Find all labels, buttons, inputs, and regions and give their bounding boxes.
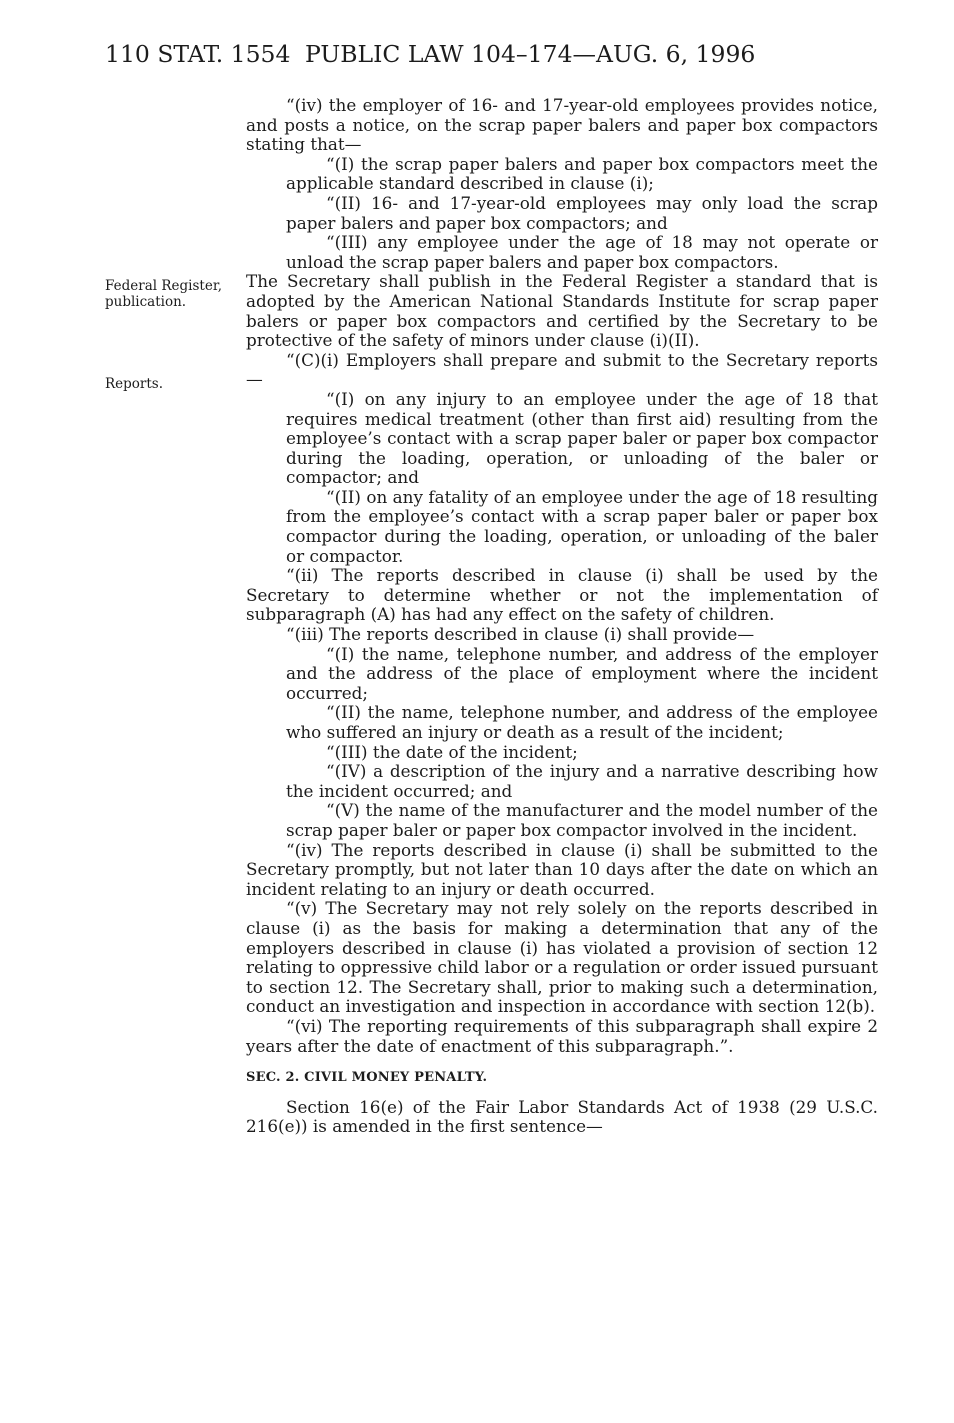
public-law-title: PUBLIC LAW 104–174—AUG. 6, 1996: [305, 40, 756, 68]
subclause-V-manufacturer: “(V) the name of the manufacturer and the model number of the scrap paper baler or paper box compactor involved in the incident.: [286, 800, 878, 840]
clause-iv: “(iv) the employer of 16- and 17-year-old employees provides notice, and posts a notice, on the scrap paper balers and paper box compactors stating that—: [246, 95, 878, 155]
statute-page-number: 110 STAT. 1554: [105, 40, 291, 68]
clause-iv-timing: “(iv) The reports described in clause (i) shall be submitted to the Secretary promptly, but not later than 10 days after the date on which an incident relating to an injury or death occurred.: [246, 839, 878, 899]
subclause-III-date: “(III) the date of the incident;: [326, 741, 578, 762]
law-body: [246, 96, 878, 1137]
subclause-III: “(III) any employee under the age of 18 may not operate or unload the scrap paper balers and paper box compactors.: [286, 232, 878, 272]
subclause-II: “(II) 16- and 17-year-old employees may only load the scrap paper balers and paper box compactors; and: [286, 192, 878, 233]
margin-note-reports: Reports.: [105, 376, 164, 392]
page-header: [105, 40, 885, 76]
paragraph-C-i: “(C)(i) Employers shall prepare and submit to the Secretary reports—: [246, 349, 878, 390]
subclause-II-fatality: “(II) on any fatality of an employee under the age of 18 resulting from the employee’s contact with a scrap paper baler or paper box compactor during the loading, operation, or unloading of the baler or compactor.: [286, 486, 878, 566]
clause-ii: “(ii) The reports described in clause (i) shall be used by the Secretary to determine whether or not the implementation of subparagraph (A) has had any effect on the safety of children.: [246, 565, 878, 625]
margin-note-federal-register: Federal Register, publication.: [105, 278, 223, 310]
subclause-I-injury: “(I) on any injury to an employee under the age of 18 that requires medical treatment (other than first aid) resulting from the employee’s contact with a scrap paper baler or paper box compactor during the loading, operation, or unloading of the baler or compactor; and: [286, 388, 878, 488]
section-heading: SEC. 2. CIVIL MONEY PENALTY.: [246, 1070, 488, 1086]
subclause-I: “(I) the scrap paper balers and paper box compactors meet the applicable standard described in clause (i);: [286, 153, 878, 194]
subclause-I-employer: “(I) the name, telephone number, and address of the employer and the address of the place of employment where the incident occurred;: [286, 643, 878, 703]
section-2-text: Section 16(e) of the Fair Labor Standards Act of 1938 (29 U.S.C. 216(e)) is amended in the first sentence—: [246, 1096, 878, 1137]
clause-iii: “(iii) The reports described in clause (i) shall provide—: [286, 624, 755, 645]
subclause-IV-description: “(IV) a description of the injury and a narrative describing how the incident occurred; and: [286, 761, 878, 801]
clause-v: “(v) The Secretary may not rely solely on the reports described in clause (i) as the basis for making a determination that any of the employers described in clause (i) has violated a provision of section 12 relating to oppressive child labor or a regulation or order issued pursuant to section 12. The Secretary shall, prior to making such a determination, conduct an investigation and inspection in accordance with section 12(b).: [246, 898, 878, 1017]
clause-vi: “(vi) The reporting requirements of this subparagraph shall expire 2 years after the date of enactment of this subparagraph.”.: [246, 1015, 878, 1056]
federal-register-paragraph: The Secretary shall publish in the Federal Register a standard that is adopted by the American National Standards Institute for scrap paper balers or paper box compactors and certified by the Secretary to be protective of the safety of minors under clause (i)(II).: [246, 271, 878, 351]
subclause-II-employee: “(II) the name, telephone number, and address of the employee who suffered an injury or death as a result of the incident;: [286, 702, 878, 742]
